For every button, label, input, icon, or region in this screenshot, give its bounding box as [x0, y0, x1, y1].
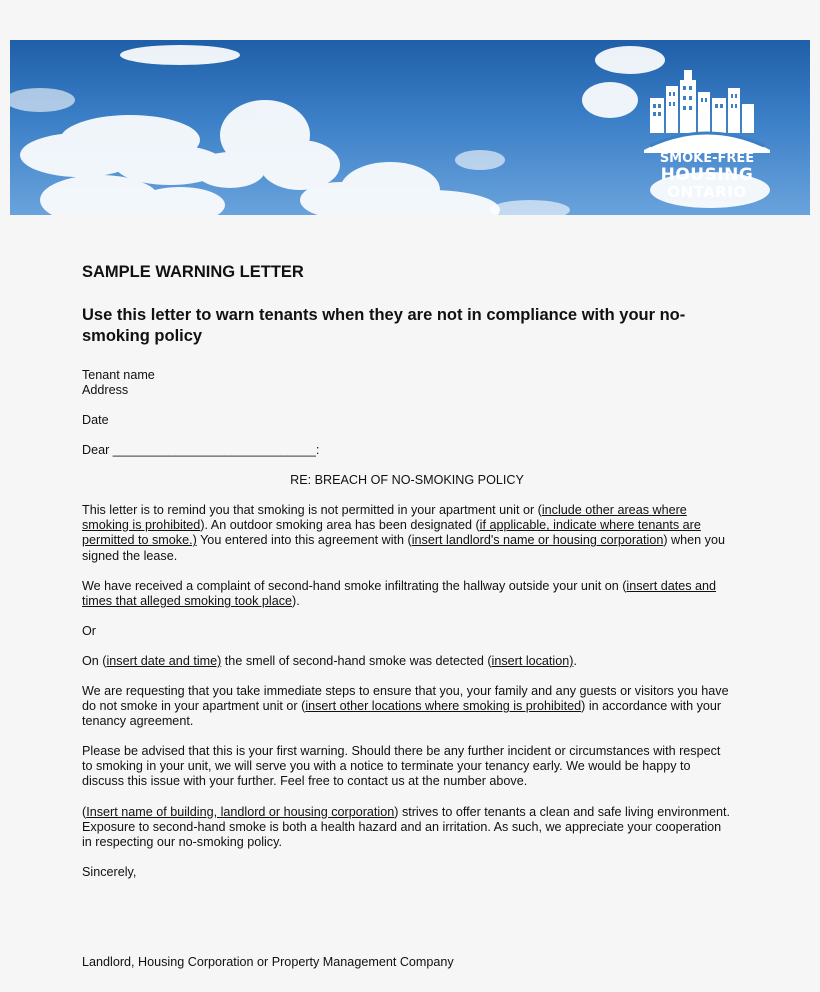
re-line: RE: BREACH OF NO-SMOKING POLICY [290, 473, 524, 487]
header-banner [10, 40, 810, 215]
logo-line-3: ONTARIO [667, 183, 747, 201]
city-skyline-icon [642, 58, 772, 153]
closing: Sincerely, [82, 865, 137, 879]
signature-line: Landlord, Housing Corporation or Property Management Company [82, 955, 454, 969]
paragraph-4: We are requesting that you take immediate steps to ensure that you, your family and any guests or visitors you have do not smoke in your apartment unit or (insert other locations where smoking is prohibited) in accordance with your tenancy agreement. [82, 684, 729, 729]
paragraph-3: On (insert date and time) the smell of second-hand smoke was detected (insert location). [82, 654, 577, 668]
letter-subtitle: Use this letter to warn tenants when they are not in compliance with your no-smoking policy [82, 306, 686, 345]
tenant-name: Tenant name [82, 368, 155, 382]
letter-date: Date [82, 413, 109, 427]
smoke-free-housing-ontario-logo [642, 58, 772, 208]
paragraph-5: Please be advised that this is your first warning. Should there be any further incident or circumstances with respect to smoking in your unit, we will serve you with a notice to terminate your tenancy early. We would be happy to discuss this issue with your further. Feel free to contact us at the number above. [82, 744, 721, 789]
paragraph-1: This letter is to remind you that smoking is not permitted in your apartment unit or (include other areas where smoking is prohibited). An outdoor smoking area has been designated (if applicable, indicate where tenants are permitted to smoke.) You entered into this agreement with (insert landlord's name or housing corporation) when you signed the lease. [82, 503, 725, 563]
or-text: Or [82, 624, 96, 638]
letter-title: SAMPLE WARNING LETTER [82, 263, 304, 281]
paragraph-6: (Insert name of building, landlord or housing corporation) strives to offer tenants a clean and safe living environment. Exposure to second-hand smoke is both a health hazard and an irritation. As such, we appreciate your cooperation in respecting our no-smoking policy. [82, 805, 731, 850]
paragraph-2: We have received a complaint of second-hand smoke infiltrating the hallway outside your unit on (insert dates and times that alleged smoking took place). [82, 579, 717, 609]
logo-line-2: HOUSING [660, 165, 754, 185]
logo-line-1: SMOKE-FREE [659, 151, 755, 166]
tenant-address: Address [82, 383, 129, 397]
salutation: Dear _____________________________: [82, 443, 320, 457]
